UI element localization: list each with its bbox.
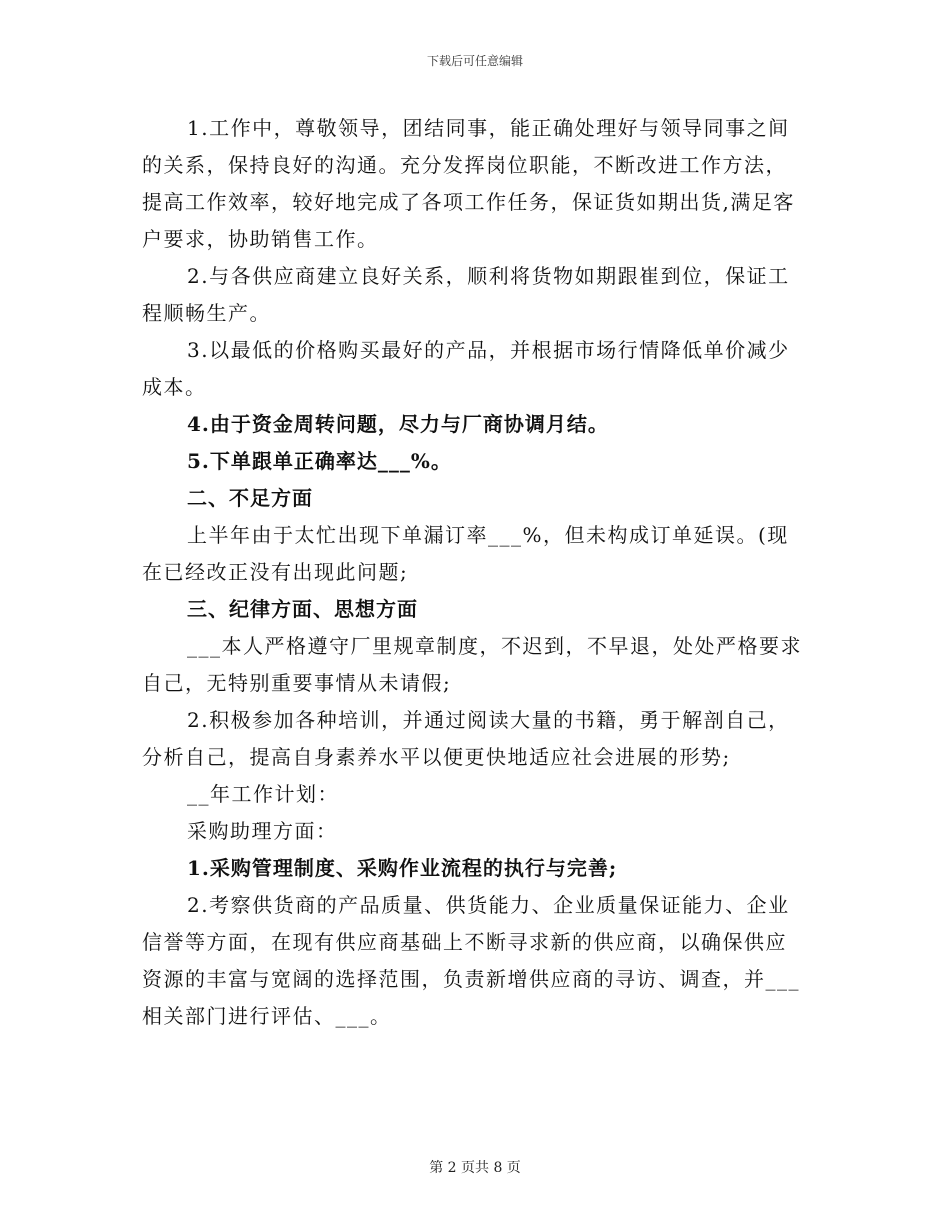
paragraph-work-3: 3.以最低的价格购买最好的产品，并根据市场行情降低单价减少成本。 — [142, 338, 790, 399]
heading-work-plan: __年工作计划： — [187, 782, 339, 806]
document-body — [142, 110, 807, 1035]
paragraph-discipline-1: ___本人严格遵守厂里规章制度，不迟到，不早退，处处严格要求自己，无特别重要事情从未请假; — [142, 634, 802, 695]
heading-purchasing-assistant: 采购助理方面： — [187, 819, 338, 843]
paragraph-shortcomings: 上半年由于太忙出现下单漏订率___%，但未构成订单延误。(现在已经改正没有出现此问题; — [142, 523, 789, 584]
paragraph-work-2: 2.与各供应商建立良好关系，顺利将货物如期跟崔到位，保证工程顺畅生产。 — [142, 264, 790, 325]
paragraph-work-5: 5.下单跟单正确率达___%。 — [187, 449, 452, 473]
paragraph-work-1: 1.工作中，尊敬领导，团结同事，能正确处理好与领导同事之间的关系，保持良好的沟通。充分发挥岗位职能，不断改进工作方法，提高工作效率，较好地完成了各项工作任务，保证货如期出货,满足客户要求，协助销售工作。 — [142, 116, 795, 251]
paragraph-discipline-2: 2.积极参加各种培训，并通过阅读大量的书籍，勇于解剖自己，分析自己，提高自身素养水平以便更快地适应社会进展的形势; — [142, 708, 790, 769]
paragraph-work-4: 4.由于资金周转问题，尽力与厂商协调月结。 — [187, 412, 609, 436]
page-number: 第 2 页共 8 页 — [429, 1160, 521, 1176]
page-header: 下载后可任意编辑 — [426, 54, 523, 68]
paragraph-plan-2: 2.考察供货商的产品质量、供货能力、企业质量保证能力、企业信誉等方面，在现有供应商基础上不断寻求新的供应商，以确保供应资源的丰富与宽阔的选择范围，负责新增供应商的寻访、调查，并___相关部门进行评估、___。 — [142, 893, 800, 1028]
section-heading-shortcomings: 二、不足方面 — [187, 486, 313, 510]
section-heading-discipline: 三、纪律方面、思想方面 — [187, 597, 418, 621]
paragraph-plan-1: 1.采购管理制度、采购作业流程的执行与完善; — [187, 856, 618, 880]
